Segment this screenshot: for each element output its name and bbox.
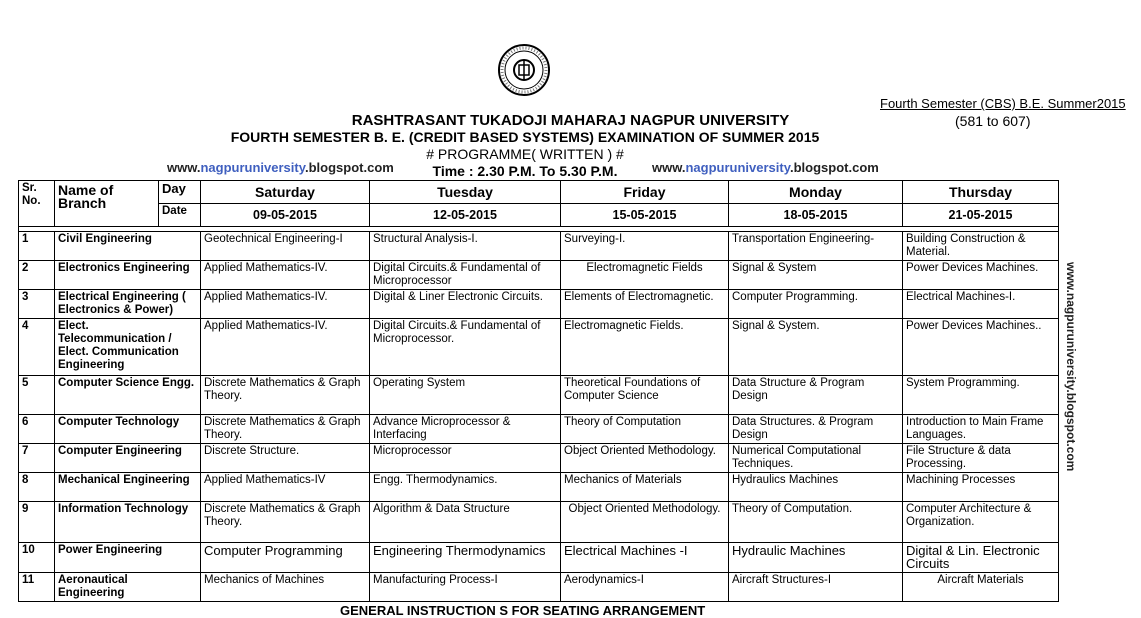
subject-cell: Engg. Thermodynamics. [370,473,561,502]
subject-cell: Theoretical Foundations of Computer Science [561,376,729,415]
day-name: Thursday [903,181,1059,204]
subject-cell: Hydraulic Machines [729,543,903,573]
exam-title: FOURTH SEMESTER B. E. (CREDIT BASED SYSTEMS) EXAMINATION OF SUMMER 2015 [230,129,820,145]
sr-number: 8 [19,473,55,502]
university-seal-icon [497,43,551,97]
table-row [19,573,1059,602]
branch-name: Aeronautical Engineering [55,573,201,602]
sr-number: 5 [19,376,55,415]
sr-number: 10 [19,543,55,573]
header-row-days [19,181,1059,204]
subject-cell: Electrical Machines -I [561,543,729,573]
sr-header: Sr. No. [19,181,55,227]
programme-label: # PROGRAMME( WRITTEN ) # [426,146,624,162]
subject-cell: Power Devices Machines.. [903,319,1059,376]
subject-cell: Mechanics of Machines [201,573,370,602]
subject-cell: Computer Programming. [729,290,903,319]
university-title: RASHTRASANT TUKADOJI MAHARAJ NAGPUR UNIVERSITY [351,112,790,129]
subject-cell: Digital Circuits.& Fundamental of Microprocessor [370,261,561,290]
exam-time: Time : 2.30 P.M. To 5.30 P.M. [432,163,618,179]
subject-cell: Operating System [370,376,561,415]
date-label: Date [159,204,201,227]
subject-cell: Aircraft Materials [903,573,1059,602]
subject-cell: Applied Mathematics-IV. [201,290,370,319]
sr-number: 7 [19,444,55,473]
subject-cell: Computer Architecture & Organization. [903,502,1059,543]
subject-cell: Signal & System [729,261,903,290]
subject-cell: Applied Mathematics-IV. [201,319,370,376]
exam-date: 21-05-2015 [903,204,1059,227]
exam-date: 09-05-2015 [201,204,370,227]
table-row [19,473,1059,502]
subject-cell: Machining Processes [903,473,1059,502]
subject-cell: Data Structures. & Program Design [729,415,903,444]
website-link-left[interactable]: www.nagpuruniversity.blogspot.com [167,160,394,175]
subject-cell: Surveying-I. [561,232,729,261]
subject-cell: Computer Programming [201,543,370,573]
header-row-dates [19,204,1059,227]
subject-cell: Aerodynamics-I [561,573,729,602]
subject-cell: Discrete Structure. [201,444,370,473]
subject-cell: Algorithm & Data Structure [370,502,561,543]
exam-date: 15-05-2015 [561,204,729,227]
subject-cell: Theory of Computation. [729,502,903,543]
subject-cell: Discrete Mathematics & Graph Theory. [201,415,370,444]
subject-cell: Advance Microprocessor & Interfacing [370,415,561,444]
subject-cell: Elements of Electromagnetic. [561,290,729,319]
exam-timetable [18,180,1059,602]
side-website-link[interactable]: www.nagpuruniversity.blogspot.com [1064,262,1078,472]
subject-cell: File Structure & data Processing. [903,444,1059,473]
subject-cell: Theory of Computation [561,415,729,444]
exam-date: 12-05-2015 [370,204,561,227]
branch-name: Electrical Engineering ( Electronics & Power) [55,290,201,319]
subject-cell: Hydraulics Machines [729,473,903,502]
sr-number: 1 [19,232,55,261]
subject-cell: Transportation Engineering- [729,232,903,261]
instructions-heading: GENERAL INSTRUCTION S FOR SEATING ARRANGEMENT [340,603,706,618]
subject-cell: Applied Mathematics-IV. [201,261,370,290]
subject-cell: Digital & Lin. Electronic Circuits [903,543,1059,573]
day-name: Saturday [201,181,370,204]
table-row [19,261,1059,290]
sr-number: 6 [19,415,55,444]
subject-cell: Building Construction & Material. [903,232,1059,261]
subject-cell: Digital & Liner Electronic Circuits. [370,290,561,319]
subject-cell: Geotechnical Engineering-I [201,232,370,261]
exam-date: 18-05-2015 [729,204,903,227]
paper-range: (581 to 607) [955,113,1031,129]
day-name: Monday [729,181,903,204]
subject-cell: Digital Circuits.& Fundamental of Microprocessor. [370,319,561,376]
branch-name: Computer Technology [55,415,201,444]
table-row [19,290,1059,319]
sr-number: 2 [19,261,55,290]
subject-cell: Mechanics of Materials [561,473,729,502]
semester-reference: Fourth Semester (CBS) B.E. Summer2015 [880,96,1126,111]
subject-cell: Discrete Mathematics & Graph Theory. [201,502,370,543]
subject-cell: Discrete Mathematics & Graph Theory. [201,376,370,415]
table-row [19,232,1059,261]
branch-name: Electronics Engineering [55,261,201,290]
subject-cell: Numerical Computational Techniques. [729,444,903,473]
sr-number: 11 [19,573,55,602]
sr-number: 4 [19,319,55,376]
subject-cell: Structural Analysis-I. [370,232,561,261]
branch-name: Computer Engineering [55,444,201,473]
table-row [19,319,1059,376]
website-link-right[interactable]: www.nagpuruniversity.blogspot.com [652,160,879,175]
day-name: Tuesday [370,181,561,204]
table-row [19,444,1059,473]
subject-cell: Applied Mathematics-IV [201,473,370,502]
branch-header: Name of Branch [55,181,159,227]
day-name: Friday [561,181,729,204]
subject-cell: Microprocessor [370,444,561,473]
branch-name: Elect. Telecommunication / Elect. Communication Engineering [55,319,201,376]
subject-cell: Power Devices Machines. [903,261,1059,290]
table-row [19,502,1059,543]
subject-cell: Data Structure & Program Design [729,376,903,415]
subject-cell: Signal & System. [729,319,903,376]
table-row [19,376,1059,415]
subject-cell: Engineering Thermodynamics [370,543,561,573]
day-label: Day [159,181,201,204]
table-row [19,543,1059,573]
subject-cell: Aircraft Structures-I [729,573,903,602]
subject-cell: Introduction to Main Frame Languages. [903,415,1059,444]
table-row [19,415,1059,444]
subject-cell: Object Oriented Methodology. [561,444,729,473]
branch-name: Information Technology [55,502,201,543]
branch-name: Power Engineering [55,543,201,573]
sr-number: 9 [19,502,55,543]
branch-name: Mechanical Engineering [55,473,201,502]
subject-cell: Electromagnetic Fields [561,261,729,290]
subject-cell: Electromagnetic Fields. [561,319,729,376]
branch-name: Computer Science Engg. [55,376,201,415]
subject-cell: Manufacturing Process-I [370,573,561,602]
subject-cell: Object Oriented Methodology. [561,502,729,543]
subject-cell: Electrical Machines-I. [903,290,1059,319]
subject-cell: System Programming. [903,376,1059,415]
sr-number: 3 [19,290,55,319]
branch-name: Civil Engineering [55,232,201,261]
